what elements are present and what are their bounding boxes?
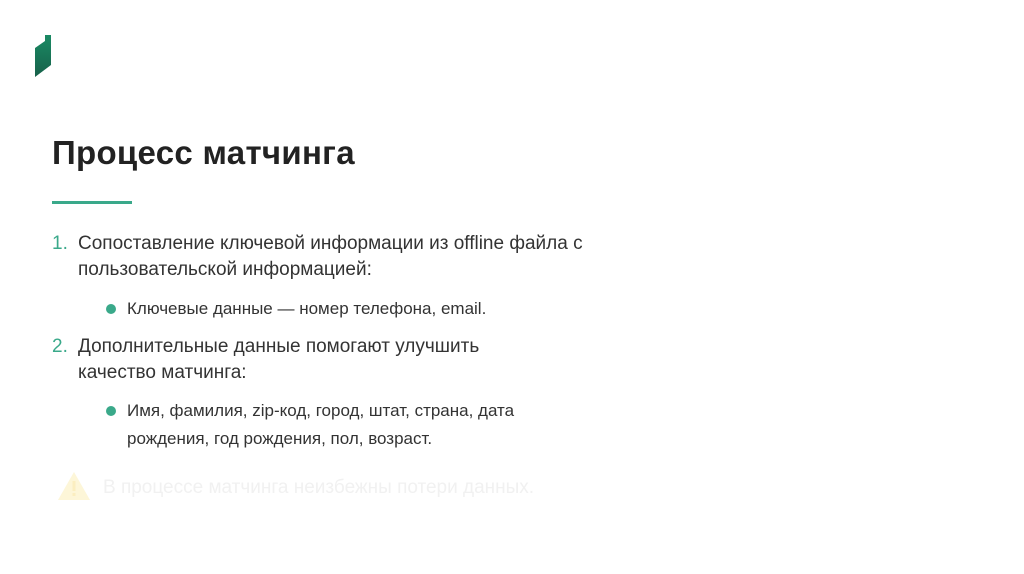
bullet-dot-icon — [106, 406, 116, 416]
list-item — [52, 334, 672, 386]
list-item-text: Сопоставление ключевой информации из offline файла с пользовательской информацией: — [78, 233, 583, 280]
bullet-item — [106, 295, 626, 323]
bullet-dot-icon — [106, 304, 116, 314]
list-item-text: Дополнительные данные помогают улучшить качество матчинга: — [78, 336, 480, 383]
warning-triangle-icon — [57, 471, 91, 501]
title-underline — [52, 201, 132, 204]
bullet-item — [106, 397, 626, 453]
warning-text: В процессе матчинга неизбежны потери данных. — [103, 477, 535, 498]
slide-title: Процесс матчинга — [52, 134, 355, 171]
list-item — [52, 231, 672, 283]
bullet-text: Ключевые данные — номер телефона, email. — [127, 299, 487, 318]
list-item-number: 1. — [52, 233, 68, 254]
bullet-text: Имя, фамилия, zip-код, город, штат, страна, дата рождения, год рождения, пол, возраст. — [127, 401, 515, 448]
logo-icon — [34, 35, 52, 77]
list-item-number: 2. — [52, 336, 68, 357]
